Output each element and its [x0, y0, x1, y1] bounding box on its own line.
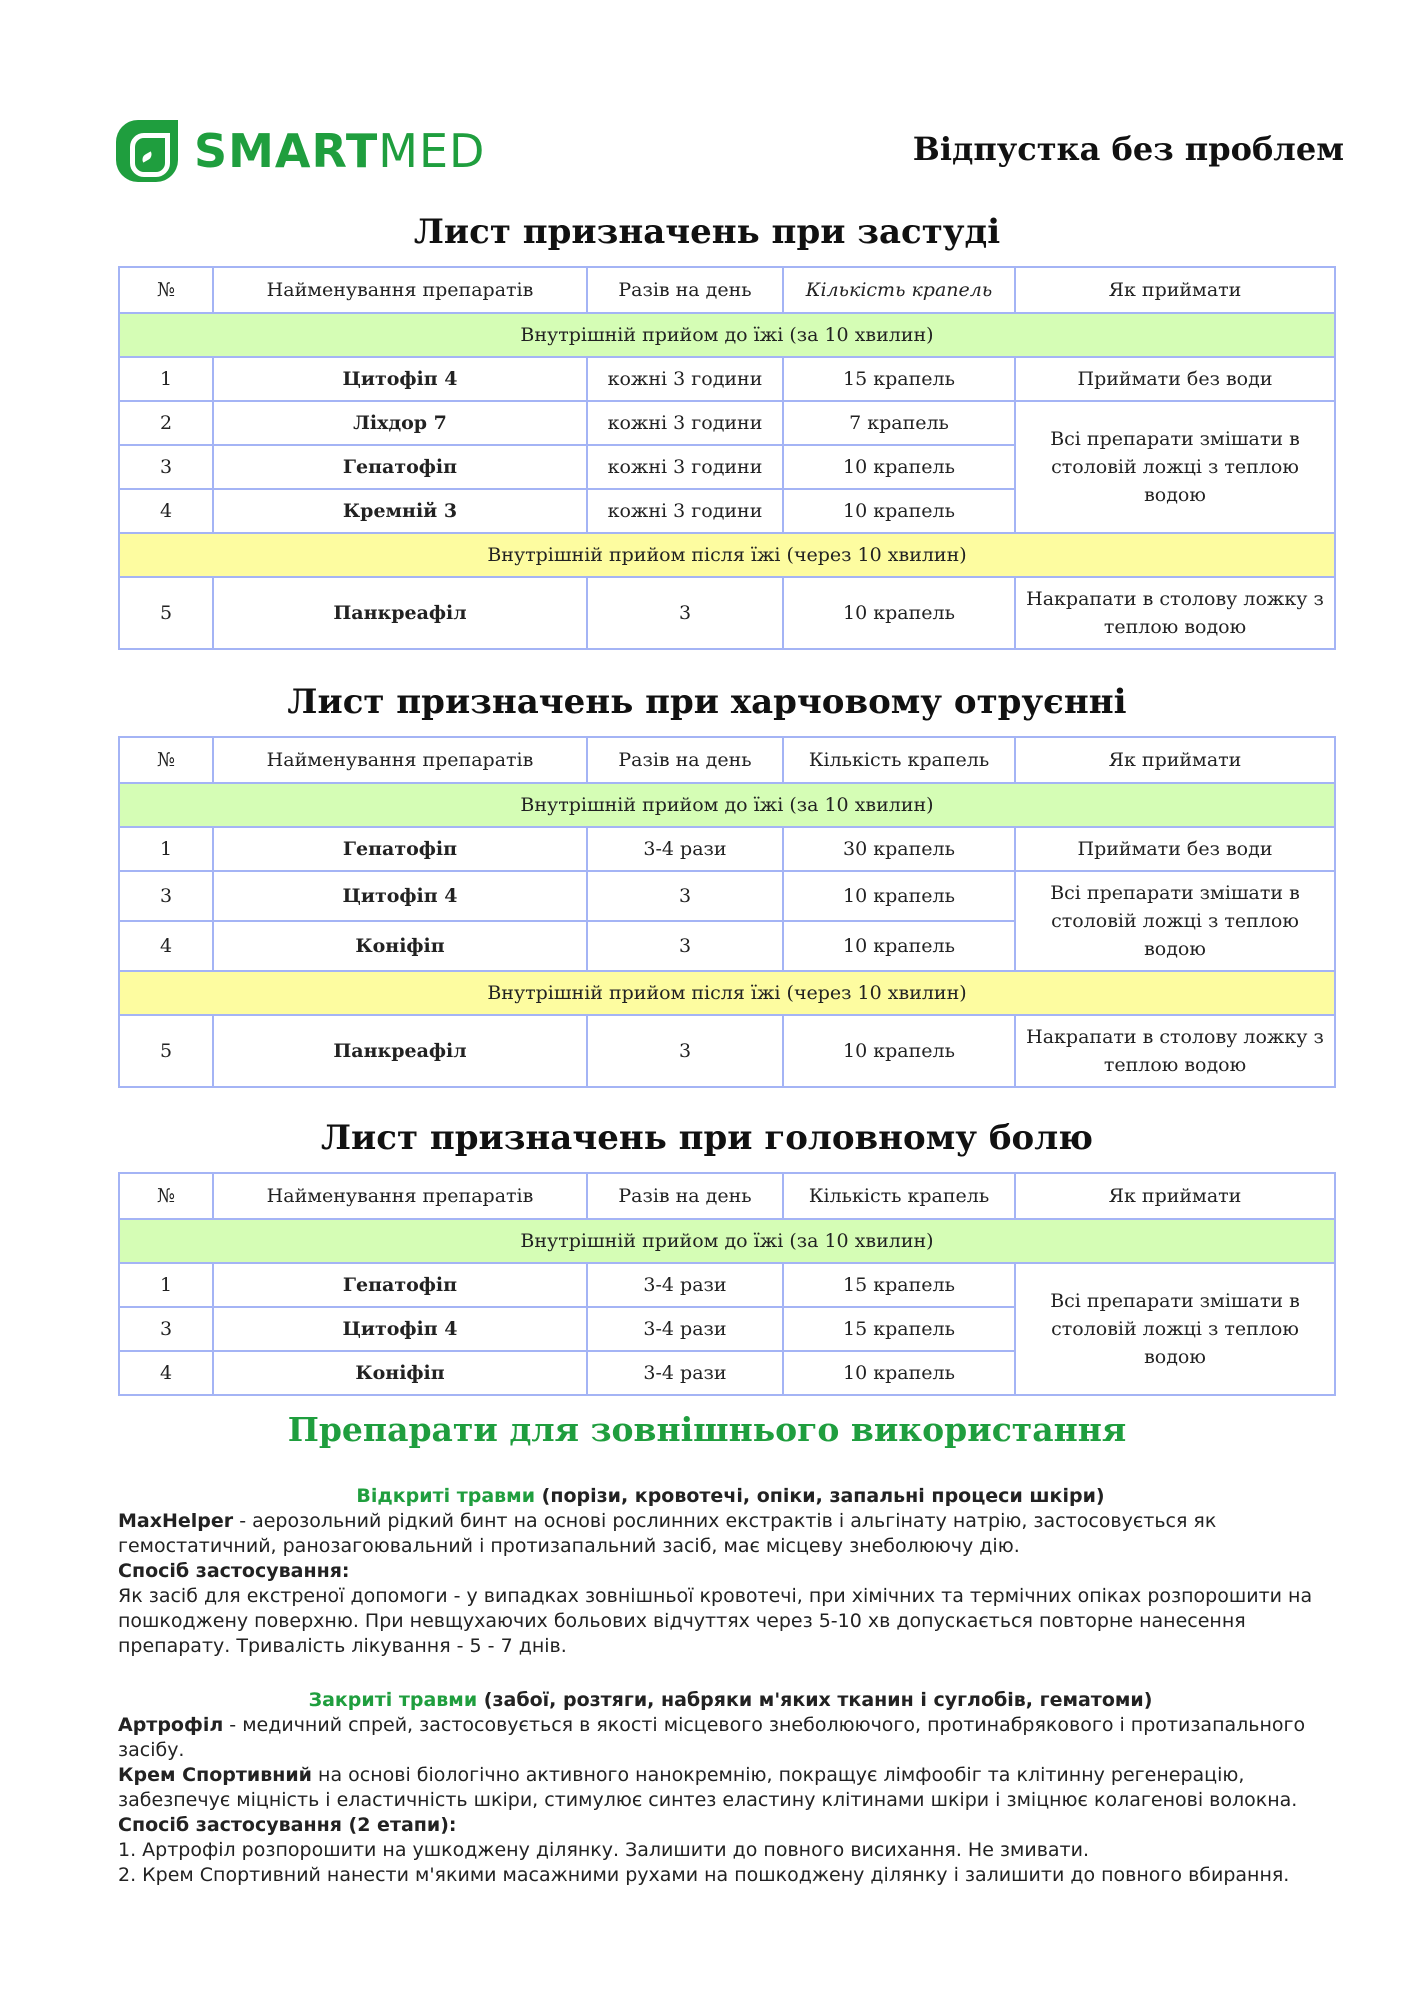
slogan: Відпустка без проблем	[912, 130, 1344, 168]
external-title: Препарати для зовнішнього використання	[287, 1410, 1127, 1449]
table-row: 5 Панкреафіл 3 10 крапель Накрапати в столову ложку з теплою водою	[119, 577, 1335, 649]
poisoning-title: Лист призначень при харчовому отруєнні	[287, 682, 1127, 722]
table-header	[119, 267, 1335, 313]
table-row: 2 Ліхдор 7 кожні 3 години 7 крапель Всі препарати змішати в столовій ложці з теплою водою	[119, 401, 1335, 445]
table-row: 3 Цитофіп 4 3 10 крапель Всі препарати змішати в столовій ложці з теплою водою	[119, 871, 1335, 921]
open-injuries-heading: Відкриті травми (порізи, кровотечі, опіки, запальні процеси шкіри)	[356, 1485, 1105, 1507]
table-row: 3 Цитофіп 4 3-4 рази 15 крапель	[119, 1307, 1335, 1351]
group-before-meal: Внутрішній прийом до їжі (за 10 хвилин)	[119, 783, 1335, 827]
col-header: №	[119, 267, 213, 313]
step-2: 2. Крем Спортивний нанести м'якими масажними рухами на пошкоджену ділянку і залишити до повного вбирання.	[118, 1864, 1290, 1886]
table-header: № Найменування препаратів Разів на день Кількість крапель Як приймати	[119, 737, 1335, 783]
step-1: 1. Артрофіл розпорошити на ушкоджену ділянку. Залишити до повного висихання. Не змивати.	[118, 1839, 1090, 1861]
table-row: 1 Цитофіп 4 кожні 3 години 15 крапель Приймати без води	[119, 357, 1335, 401]
table-row: 4 Коніфіп 3 10 крапель	[119, 921, 1335, 971]
merged-how: Всі препарати змішати в столовій ложці з теплою водою	[1015, 401, 1335, 533]
group-before-meal: Внутрішній прийом до їжі (за 10 хвилин)	[119, 1219, 1335, 1263]
table-row: 1 Гепатофіп 3-4 рази 15 крапель Всі препарати змішати в столовій ложці з теплою водою	[119, 1263, 1335, 1307]
closed-injuries-section	[118, 1688, 1343, 1888]
open-injuries-section	[118, 1484, 1343, 1659]
logo-text: SMARTMED	[194, 124, 486, 178]
poisoning-table	[118, 736, 1336, 1088]
cream-desc: Крем Спортивний на основі біологічно активного нанокремнію, покращує лімфообіг та клітинну регенерацію, забезпечує міцність і еластичність шкіри, стимулює синтез еластину клітинами шкіри і зміцнює колагенові волокна.	[118, 1764, 1298, 1811]
table-row: 1 Гепатофіп 3-4 рази 30 крапель Приймати без води	[119, 827, 1335, 871]
col-header: Разів на день	[587, 267, 783, 313]
smartmed-logo	[116, 120, 485, 182]
cold-table	[118, 266, 1336, 650]
usage-text: Як засіб для екстреної допомоги - у випадках зовнішньої кровотечі, при хімічних та термічних опіках розпорошити на пошкоджену поверхню. При невщухаючих больових відчуттях через 5-10 хв допускається повторне нанесення препарату. Тривалість лікування - 5 - 7 днів.	[118, 1585, 1313, 1657]
cold-title: Лист призначень при застуді	[413, 212, 1001, 252]
col-header: Найменування препаратів	[213, 267, 587, 313]
closed-injuries-heading: Закриті травми (забої, розтяги, набряки м'яких тканин і суглобів, гематоми)	[308, 1689, 1153, 1711]
group-before-meal: Внутрішній прийом до їжі (за 10 хвилин)	[119, 313, 1335, 357]
table-row: 4 Коніфіп 3-4 рази 10 крапель	[119, 1351, 1335, 1395]
group-after-meal: Внутрішній прийом після їжі (через 10 хвилин)	[119, 533, 1335, 577]
headache-title: Лист призначень при головному болю	[320, 1118, 1094, 1158]
col-header: Як приймати	[1015, 267, 1335, 313]
group-after-meal: Внутрішній прийом після їжі (через 10 хвилин)	[119, 971, 1335, 1015]
merged-how: Всі препарати змішати в столовій ложці з теплою водою	[1015, 871, 1335, 971]
table-row: 5 Панкреафіл 3 10 крапель Накрапати в столову ложку з теплою водою	[119, 1015, 1335, 1087]
table-row: 4 Кремній 3 кожні 3 години 10 крапель	[119, 489, 1335, 533]
table-header: № Найменування препаратів Разів на день Кількість крапель Як приймати	[119, 1173, 1335, 1219]
usage-label: Спосіб застосування:	[118, 1560, 350, 1582]
merged-how: Всі препарати змішати в столовій ложці з теплою водою	[1015, 1263, 1335, 1395]
leaf-icon	[116, 120, 178, 182]
headache-table	[118, 1172, 1336, 1396]
maxhelper-desc: MaxHelper - аерозольний рідкий бинт на основі рослинних екстрактів і альгінату натрію, застосовується як гемостатичний, ранозагоювальний і протизапальний засіб, має місцеву знеболюючу дію.	[118, 1510, 1217, 1557]
artrofil-desc: Артрофіл - медичний спрей, застосовується в якості місцевого знеболюючого, протинабрякового і протизапального засібу.	[118, 1714, 1306, 1761]
usage-label: Спосіб застосування (2 етапи):	[118, 1814, 457, 1836]
col-header: Кількість крапель	[783, 267, 1015, 313]
table-row: 3 Гепатофіп кожні 3 години 10 крапель	[119, 445, 1335, 489]
